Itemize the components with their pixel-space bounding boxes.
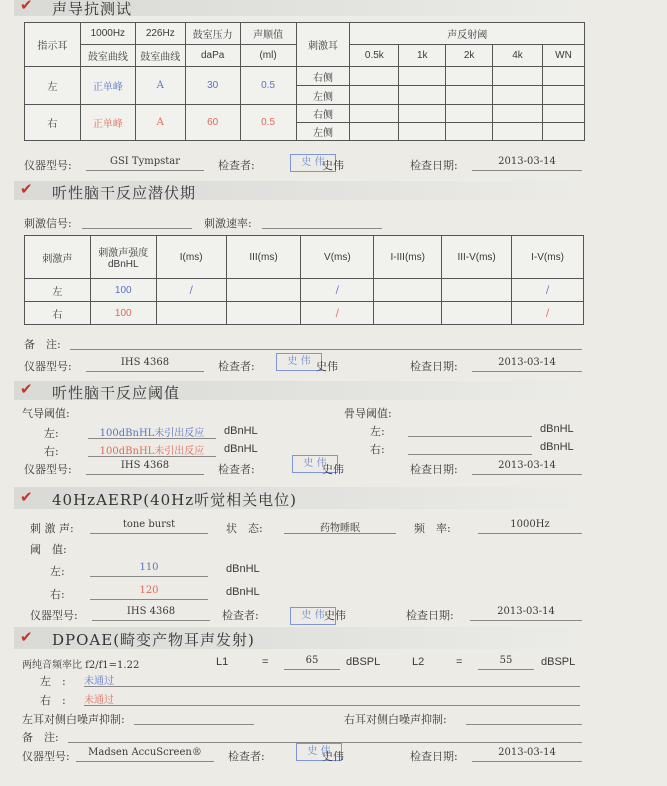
bone-right-label: 右: bbox=[370, 443, 385, 456]
freq-cell: 1k bbox=[399, 45, 446, 67]
freq-cell: WN bbox=[542, 45, 584, 67]
instrument-label: 仪器型号: bbox=[24, 360, 72, 373]
instrument-label: 仪器型号: bbox=[30, 609, 78, 622]
l1-label: L1 bbox=[216, 656, 229, 668]
date-value: 2013-03-14 bbox=[470, 606, 582, 621]
value-cell: / bbox=[512, 279, 584, 302]
date-label: 检查日期: bbox=[410, 463, 458, 476]
date-value: 2013-03-14 bbox=[472, 460, 582, 475]
section-title: 听性脑干反应潜伏期 bbox=[52, 184, 197, 202]
air-right-label: 右: bbox=[44, 445, 59, 458]
threshold-label: 阈 值: bbox=[30, 543, 67, 556]
state-label: 状 态: bbox=[226, 522, 263, 535]
section-title: 声导抗测试 bbox=[52, 0, 133, 18]
col-ear: 指示耳 bbox=[25, 23, 81, 67]
air-threshold-label: 气导阈值: bbox=[22, 407, 70, 420]
col-volume-unit: (ml) bbox=[240, 45, 296, 67]
examiner-stamp: 史 伟 bbox=[276, 353, 322, 371]
section-header-abr-latency bbox=[14, 181, 580, 200]
col-226hz: 226Hz bbox=[135, 23, 185, 45]
intensity-cell: 100 bbox=[90, 279, 156, 302]
left-suppression-label: 左耳对侧白噪声抑制: bbox=[22, 713, 125, 726]
signal-value bbox=[82, 214, 192, 229]
eq-sign: = bbox=[456, 656, 463, 668]
right-label: 右: bbox=[50, 588, 65, 601]
col-v: V(ms) bbox=[301, 236, 374, 279]
examiner-name: 史伟 bbox=[322, 750, 344, 763]
stim-cell: 右侧 bbox=[296, 67, 350, 86]
examiner-name: 史伟 bbox=[316, 360, 338, 373]
unit-label: dBSPL bbox=[346, 656, 381, 668]
stim-label: 刺 激 声: bbox=[30, 522, 74, 535]
col-iii: III(ms) bbox=[226, 236, 301, 279]
pressure-cell: 30 bbox=[185, 67, 240, 105]
col-volume: 声顺值 bbox=[240, 23, 296, 45]
col-226hz-sub: 鼓室曲线 bbox=[135, 45, 185, 67]
volume-cell: 0.5 bbox=[240, 67, 296, 105]
signal-label: 刺激信号: bbox=[24, 217, 72, 230]
eq-sign: = bbox=[262, 656, 269, 668]
bone-threshold-label: 骨导阈值: bbox=[344, 407, 392, 420]
volume-cell: 0.5 bbox=[240, 105, 296, 141]
date-value: 2013-03-14 bbox=[472, 747, 582, 762]
right-result: 未通过 bbox=[84, 691, 580, 706]
check-icon: ✔ bbox=[20, 180, 33, 198]
ear-cell: 左 bbox=[25, 279, 91, 302]
value-cell bbox=[374, 302, 442, 325]
date-label: 检查日期: bbox=[410, 750, 458, 763]
section-title: 听性脑干反应阈值 bbox=[52, 384, 181, 402]
section-header-aerp bbox=[14, 487, 580, 509]
examiner-stamp: 史 伟 bbox=[290, 154, 336, 172]
instrument-value: IHS 4368 bbox=[92, 606, 210, 621]
unit-label: dBnHL bbox=[224, 443, 258, 455]
col-i: I(ms) bbox=[156, 236, 226, 279]
stim-cell: 右侧 bbox=[296, 105, 350, 123]
examiner-name: 史伟 bbox=[322, 463, 344, 476]
unit-label: dBnHL bbox=[540, 423, 574, 435]
tymp-226-cell: A bbox=[135, 105, 185, 141]
section-title: 40HzAERP(40Hz听觉相关电位) bbox=[52, 491, 298, 509]
date-label: 检查日期: bbox=[410, 159, 458, 172]
col-stim-ear: 刺激耳 bbox=[296, 23, 350, 67]
check-icon: ✔ bbox=[20, 628, 33, 646]
unit-label: dBnHL bbox=[226, 586, 260, 598]
date-label: 检查日期: bbox=[406, 609, 454, 622]
remark-value bbox=[70, 335, 582, 350]
value-cell bbox=[442, 279, 512, 302]
abr-latency-table bbox=[24, 235, 584, 325]
remark-label: 备 注: bbox=[22, 731, 59, 744]
section-header-abr-threshold bbox=[14, 381, 580, 400]
col-pressure: 鼓室压力 bbox=[185, 23, 240, 45]
tymp-1000-cell: 正单峰 bbox=[80, 67, 135, 105]
section-header-dpoae bbox=[14, 627, 580, 649]
col-1000hz-sub: 鼓室曲线 bbox=[80, 45, 135, 67]
remark-value bbox=[68, 728, 582, 743]
examiner-stamp: 史 伟 bbox=[290, 607, 336, 625]
freq-cell: 4k bbox=[493, 45, 543, 67]
value-cell bbox=[442, 302, 512, 325]
stim-value: tone burst bbox=[90, 519, 208, 534]
ear-cell: 右 bbox=[25, 302, 91, 325]
right-suppression-value bbox=[466, 710, 582, 725]
air-left-label: 左: bbox=[44, 427, 59, 440]
col-i-v: I-V(ms) bbox=[512, 236, 584, 279]
tymp-226-cell: A bbox=[135, 67, 185, 105]
instrument-label: 仪器型号: bbox=[24, 463, 72, 476]
col-intensity-unit: dBnHL bbox=[107, 259, 139, 270]
check-icon: ✔ bbox=[20, 0, 33, 14]
l2-value: 55 bbox=[478, 655, 534, 670]
examiner-stamp: 史 伟 bbox=[296, 743, 342, 761]
examiner-label: 检查者: bbox=[218, 360, 255, 373]
left-label: 左 : bbox=[40, 675, 66, 688]
stim-cell: 左侧 bbox=[296, 86, 350, 105]
freq-label: 频 率: bbox=[414, 522, 451, 535]
instrument-label: 仪器型号: bbox=[24, 159, 72, 172]
bone-left-label: 左: bbox=[370, 425, 385, 438]
bone-left-value bbox=[408, 422, 532, 437]
l2-label: L2 bbox=[412, 656, 425, 668]
col-stim: 刺激声 bbox=[25, 236, 91, 279]
col-intensity bbox=[90, 236, 156, 279]
instrument-value: Madsen AccuScreen® bbox=[76, 747, 214, 762]
col-iii-v: III-V(ms) bbox=[442, 236, 512, 279]
state-value: 药物睡眠 bbox=[284, 519, 396, 534]
freq-cell: 0.5k bbox=[350, 45, 399, 67]
intensity-cell: 100 bbox=[90, 302, 156, 325]
unit-label: dBnHL bbox=[226, 563, 260, 575]
value-cell bbox=[156, 302, 226, 325]
col-i-iii: I-III(ms) bbox=[374, 236, 442, 279]
instrument-value: IHS 4368 bbox=[86, 460, 204, 475]
ratio-label: 两纯音频率比 f2/f1=1.22 bbox=[22, 660, 140, 671]
check-icon: ✔ bbox=[20, 380, 33, 398]
unit-label: dBnHL bbox=[540, 441, 574, 453]
examiner-name: 史伟 bbox=[322, 159, 344, 172]
value-cell: / bbox=[301, 302, 374, 325]
ear-cell: 左 bbox=[25, 67, 81, 105]
examiner-label: 检查者: bbox=[218, 159, 255, 172]
right-threshold-value: 120 bbox=[90, 585, 208, 600]
col-intensity-label: 刺激声强度 bbox=[98, 248, 149, 259]
air-right-value: 100dBnHL未引出反应 bbox=[88, 442, 216, 457]
bone-right-value bbox=[408, 440, 532, 455]
value-cell bbox=[226, 302, 301, 325]
pressure-cell: 60 bbox=[185, 105, 240, 141]
unit-label: dBSPL bbox=[541, 656, 576, 668]
stim-cell: 左侧 bbox=[296, 123, 350, 141]
left-label: 左: bbox=[50, 565, 65, 578]
value-cell bbox=[374, 279, 442, 302]
tymp-1000-cell: 正单峰 bbox=[80, 105, 135, 141]
date-value: 2013-03-14 bbox=[472, 357, 582, 372]
col-pressure-unit: daPa bbox=[185, 45, 240, 67]
right-label: 右 : bbox=[40, 694, 66, 707]
instrument-value: IHS 4368 bbox=[86, 357, 204, 372]
check-icon: ✔ bbox=[20, 488, 33, 506]
left-threshold-value: 110 bbox=[90, 562, 208, 577]
value-cell: / bbox=[301, 279, 374, 302]
examiner-name: 史伟 bbox=[324, 609, 346, 622]
rate-value bbox=[262, 214, 382, 229]
air-left-value: 100dBnHL未引出反应 bbox=[88, 424, 216, 439]
examiner-label: 检查者: bbox=[222, 609, 259, 622]
instrument-value: GSI Tympstar bbox=[86, 156, 204, 171]
unit-label: dBnHL bbox=[224, 425, 258, 437]
impedance-table bbox=[24, 22, 585, 141]
remark-label: 备 注: bbox=[24, 338, 61, 351]
freq-cell: 2k bbox=[446, 45, 493, 67]
left-result: 未通过 bbox=[84, 672, 580, 687]
l1-value: 65 bbox=[284, 655, 340, 670]
section-title: DPOAE(畸变产物耳声发射) bbox=[52, 631, 255, 649]
freq-value: 1000Hz bbox=[478, 519, 582, 534]
value-cell bbox=[226, 279, 301, 302]
rate-label: 刺激速率: bbox=[204, 217, 252, 230]
value-cell: / bbox=[512, 302, 584, 325]
col-1000hz: 1000Hz bbox=[80, 23, 135, 45]
right-suppression-label: 右耳对侧白噪声抑制: bbox=[344, 713, 447, 726]
value-cell: / bbox=[156, 279, 226, 302]
section-header-impedance bbox=[14, 0, 580, 16]
date-value: 2013-03-14 bbox=[472, 156, 582, 171]
col-reflex: 声反射阈 bbox=[350, 23, 585, 45]
instrument-label: 仪器型号: bbox=[22, 750, 70, 763]
examiner-stamp: 史 伟 bbox=[292, 455, 338, 473]
left-suppression-value bbox=[134, 710, 254, 725]
date-label: 检查日期: bbox=[410, 360, 458, 373]
ear-cell: 右 bbox=[25, 105, 81, 141]
examiner-label: 检查者: bbox=[218, 463, 255, 476]
examiner-label: 检查者: bbox=[228, 750, 265, 763]
